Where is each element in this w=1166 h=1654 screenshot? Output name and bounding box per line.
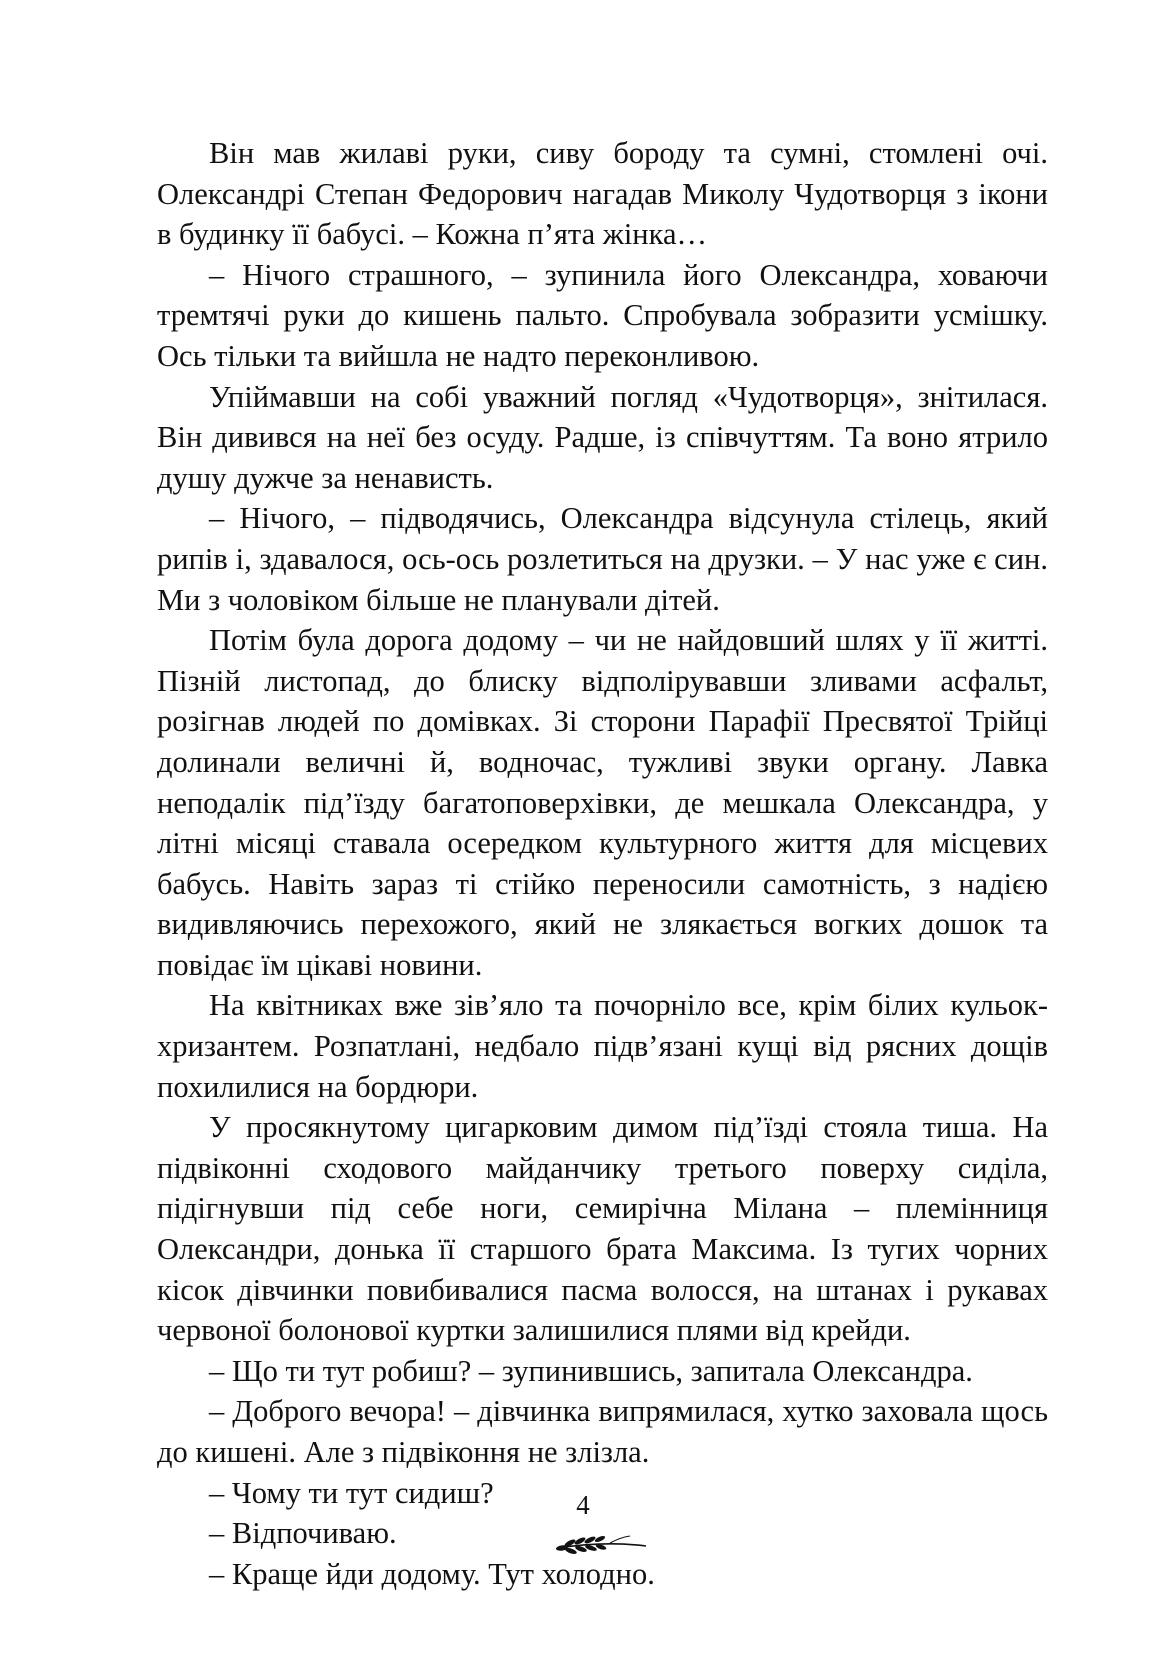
paragraph: – Що ти тут робиш? – зупинившись, запитала Олександра. [209,1353,973,1388]
paragraph: – Краще йди додому. Тут холодно. [209,1556,655,1591]
paragraph: Потім була дорога додому – чи не найдовший шлях у її житті. Пізній листопад, до блиску відполірувавши зливами асфальт, розігнав людей по домівках. Зі сторони Парафії Пресвятої Трійці долинали величні й, водночас, тужливі звуки органу. Лавка неподалік під’їзду багатоповерхівки, де мешкала Олександра, у літні місяці ставала осередком культурного життя для місцевих бабусь. Навіть зараз ті стійко переносили самотність, з надією видивляючись перехожого, який не злякається вогких дошок та повідає їм цікаві новини. [157,623,1048,982]
paragraph: Він мав жилаві руки, сиву бороду та сумні, стомлені очі. Олександрі Степан Федорович нагадав Миколу Чудотворця з ікони в будинку її бабусі. – Кожна п’ята жінка… [157,136,1048,252]
paragraph: – Доброго вечора! – дівчинка випрямилася, хутко заховала щось до кишені. Але з підвіконня не злізла. [157,1394,1048,1469]
wheat-sprig-icon [550,1530,650,1558]
paragraph: На квітниках вже зів’яло та почорніло все, крім білих кульок-хризантем. Розпатлані, недбало підв’язані кущі від рясних дощів похилилися на бордюри. [157,988,1048,1104]
body-text [157,133,1048,1594]
paragraph: – Чому ти тут сидиш? [209,1475,494,1510]
paragraph: У просякнутому цигарковим димом під’їзді стояла тиша. На підвіконні сходового майданчику третього поверху сиділа, підігнувши під себе ноги, семирічна Мілана – племінниця Олександри, донька її старшого брата Максима. Із тугих чорних кісок дівчинки повибивалися пасма волосся, на штанах і рукавах червоної болонової куртки залишилися плями від крейди. [157,1110,1048,1348]
paragraph: Упіймавши на собі уважний погляд «Чудотворця», знітилася. Він дивився на неї без осуду. Радше, із співчуттям. Та воно ятрило душу дужче за ненависть. [157,379,1048,495]
paragraph: – Відпочиваю. [209,1516,397,1551]
page-number: 4 [576,1490,590,1520]
paragraph: – Нічого страшного, – зупинила його Олександра, ховаючи тремтячі руки до кишень пальто. Спробувала зобразити усмішку. Ось тільки та вийшла не надто переконливою. [157,257,1048,373]
paragraph: – Нічого, – підводячись, Олександра відсунула стілець, який рипів і, здавалося, ось-ось розлетиться на друзки. – У нас уже є син. Ми з чоловіком більше не планували дітей. [157,501,1048,617]
